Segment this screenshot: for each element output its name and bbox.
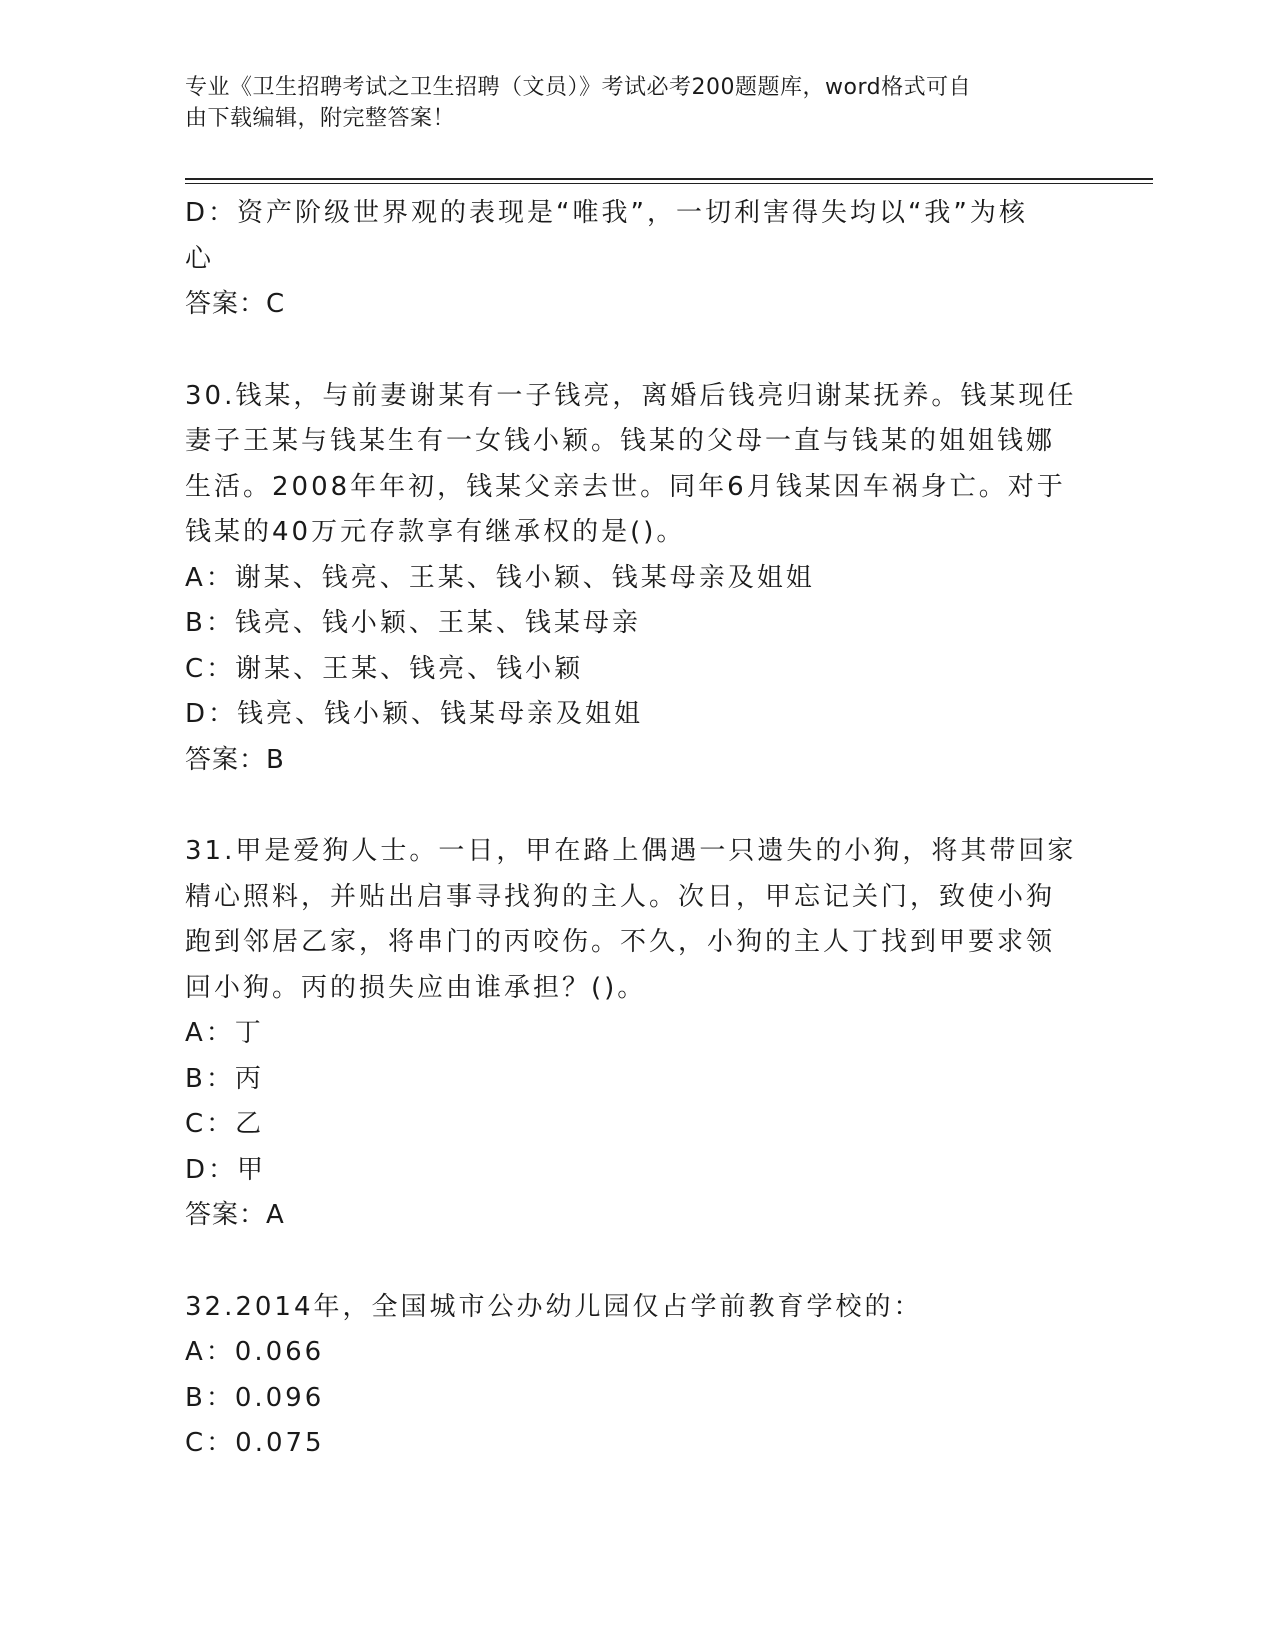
option-a: A：谢某、钱亮、王某、钱小颖、钱某母亲及姐姐	[185, 562, 815, 593]
header-line-2: 由下载编辑，附完整答案！	[185, 106, 456, 131]
question-stem-line: 31.甲是爱狗人士。一日，甲在路上偶遇一只遗失的小狗，将其带回家	[185, 836, 1077, 866]
question-30	[185, 374, 1085, 784]
question-32	[185, 1285, 1085, 1467]
question-stem-line: 30.钱某，与前妻谢某有一子钱亮，离婚后钱亮归谢某抚养。钱某现任	[185, 380, 1077, 411]
answer: 答案：C	[185, 289, 286, 319]
option-d-line-2: 心	[185, 243, 215, 274]
question-stem-line: 精心照料，并贴出启事寻找狗的主人。次日，甲忘记关门，致使小狗	[185, 881, 1056, 912]
question-stem-line: 回小狗。丙的损失应由谁承担？()。	[185, 972, 647, 1003]
option-d: D：钱亮、钱小颖、钱某母亲及姐姐	[185, 699, 644, 729]
question-stem-line: 钱某的40万元存款享有继承权的是()。	[185, 517, 686, 547]
question-stem-line: 跑到邻居乙家，将串门的丙咬伤。不久，小狗的主人丁找到甲要求领	[185, 927, 1056, 957]
question-31	[185, 829, 1085, 1239]
question-stem-line: 生活。2008年年初，钱某父亲去世。同年6月钱某因车祸身亡。对于	[185, 471, 1066, 502]
question-stem-line: 32.2014年，全国城市公办幼儿园仅占学前教育学校的：	[185, 1291, 923, 1322]
option-c: C：谢某、王某、钱亮、钱小颖	[185, 653, 584, 684]
answer: 答案：B	[185, 744, 285, 775]
option-c: C：0.075	[185, 1428, 325, 1458]
option-b: B：丙	[185, 1063, 264, 1094]
header-divider-thick	[185, 178, 1153, 180]
option-a: A：丁	[185, 1018, 264, 1048]
header-line-1: 专业《卫生招聘考试之卫生招聘（文员）》考试必考200题题库，word格式可自	[185, 75, 972, 100]
document-header	[185, 72, 1065, 134]
option-c: C：乙	[185, 1109, 265, 1139]
document-body	[185, 191, 1085, 1467]
option-d-line-1: D：资产阶级世界观的表现是“唯我”，一切利害得失均以“我”为核	[185, 198, 1028, 228]
option-a: A：0.066	[185, 1337, 325, 1367]
header-divider-thin	[185, 183, 1153, 184]
question-stem-line: 妻子王某与钱某生有一女钱小颖。钱某的父母一直与钱某的姐姐钱娜	[185, 426, 1056, 456]
option-d: D：甲	[185, 1154, 267, 1185]
option-b: B：钱亮、钱小颖、王某、钱某母亲	[185, 608, 641, 638]
option-b: B：0.096	[185, 1382, 325, 1413]
answer: 答案：A	[185, 1200, 285, 1230]
